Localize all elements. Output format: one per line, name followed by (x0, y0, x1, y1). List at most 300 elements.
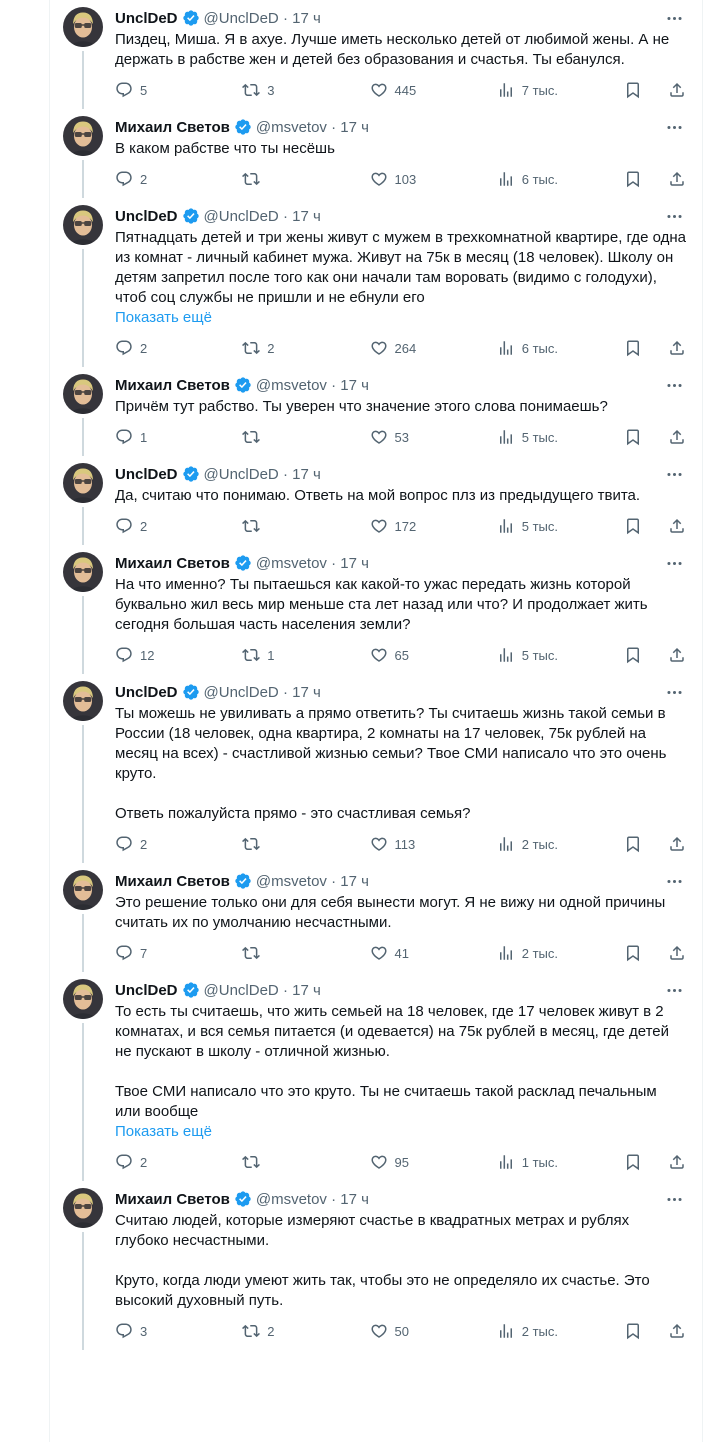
reply-count: 2 (140, 1154, 148, 1170)
reply-button[interactable] (115, 339, 242, 357)
tweet-header (115, 116, 686, 138)
more-button[interactable] (663, 207, 686, 226)
tweet-action-bar (115, 646, 686, 674)
user-handle-and-time[interactable] (256, 1191, 369, 1208)
three-dots-icon (665, 9, 684, 28)
tweet[interactable] (50, 674, 702, 863)
more-button[interactable] (663, 554, 686, 573)
views-button[interactable] (497, 428, 624, 446)
display-name[interactable]: Михаил Светов (115, 376, 230, 394)
reply-count: 2 (140, 171, 148, 187)
heart-icon (370, 81, 388, 99)
bookmark-button[interactable] (624, 339, 642, 357)
show-more-link[interactable]: Показать ещё (115, 309, 212, 326)
more-button[interactable] (663, 683, 686, 702)
like-count: 41 (394, 945, 409, 961)
avatar[interactable] (63, 116, 103, 156)
tweet-text: Пиздец, Миша. Я в ахуе. Лучше иметь несколько детей от любимой жены. А не держать в рабстве жен и детей без образования и счастья. Ты ебанулся. (115, 31, 670, 68)
uncldeed-avatar-image (63, 1188, 103, 1228)
share-button[interactable] (668, 428, 686, 446)
like-count: 445 (394, 82, 417, 98)
dot-separator: · (331, 118, 337, 136)
dot-separator: · (331, 376, 337, 394)
views-button[interactable] (497, 81, 624, 99)
uncldeed-avatar-image (63, 7, 103, 47)
uncldeed-avatar-image (63, 870, 103, 910)
bookmark-icon (624, 428, 642, 446)
reply-count: 3 (140, 1323, 148, 1339)
avatar-rail (63, 552, 103, 674)
avatar-rail (63, 1188, 103, 1350)
retweet-icon (242, 428, 260, 446)
retweet-count: 3 (267, 82, 275, 98)
verified-badge-icon (234, 118, 252, 136)
bookmark-icon (624, 517, 642, 535)
user-handle[interactable]: @msvetov (255, 118, 327, 136)
avatar-rail (63, 7, 103, 109)
like-button[interactable] (370, 517, 497, 535)
tweet-body (115, 979, 686, 1181)
verified-badge-icon (234, 376, 252, 394)
bookmark-button[interactable] (624, 1153, 642, 1171)
like-button[interactable] (370, 944, 497, 962)
three-dots-icon (665, 376, 684, 395)
avatar[interactable] (63, 374, 103, 414)
user-handle[interactable]: @UnclDeD (203, 981, 279, 999)
retweet-button[interactable] (242, 517, 369, 535)
heart-icon (370, 646, 388, 664)
thread-connector-line (82, 507, 84, 545)
avatar-rail (63, 205, 103, 367)
share-button[interactable] (668, 517, 686, 535)
share-button[interactable] (668, 1153, 686, 1171)
heart-icon (370, 1153, 388, 1171)
retweet-icon (242, 646, 260, 664)
dot-separator: · (331, 1190, 337, 1208)
three-dots-icon (665, 118, 684, 137)
like-button[interactable] (370, 1322, 497, 1340)
share-button[interactable] (668, 835, 686, 853)
tweet[interactable] (50, 1181, 702, 1350)
more-button[interactable] (663, 376, 686, 395)
views-count: 5 тыс. (521, 429, 559, 445)
three-dots-icon (665, 207, 684, 226)
bookmark-icon (624, 835, 642, 853)
retweet-button[interactable] (242, 1322, 369, 1340)
share-icon (668, 1153, 686, 1171)
views-button[interactable] (497, 1153, 624, 1171)
tweet-header (115, 552, 686, 574)
bookmark-button[interactable] (624, 646, 642, 664)
tweet-text: Да, считаю что понимаю. Ответь на мой вопрос плз из предыдущего твита. (115, 487, 641, 504)
share-icon (668, 646, 686, 664)
share-icon (668, 339, 686, 357)
views-button[interactable] (497, 835, 624, 853)
bookmark-button[interactable] (624, 835, 642, 853)
views-count: 2 тыс. (521, 836, 559, 852)
timestamp[interactable]: 17 ч (340, 118, 369, 136)
avatar-rail (63, 870, 103, 972)
views-count: 5 тыс. (521, 647, 559, 663)
heart-icon (370, 835, 388, 853)
uncldeed-avatar-image (63, 205, 103, 245)
views-bar-chart-icon (497, 646, 515, 664)
user-handle[interactable]: @UnclDeD (203, 9, 279, 27)
uncldeed-avatar-image (63, 116, 103, 156)
views-bar-chart-icon (497, 1322, 515, 1340)
verified-badge-icon (182, 207, 200, 225)
tweet-text: Считаю людей, которые измеряют счастье в квадратных метрах и рублях глубоко несчастными. Круто, когда люди умеют жить так, чтобы это не определяло их счастье. Это высокий духовный путь. (115, 1212, 650, 1309)
more-button[interactable] (663, 1190, 686, 1209)
like-count: 103 (394, 171, 417, 187)
reply-icon (115, 835, 133, 853)
tweet-header (115, 870, 686, 892)
uncldeed-avatar-image (63, 681, 103, 721)
views-button[interactable] (497, 170, 624, 188)
more-button[interactable] (663, 872, 686, 891)
share-icon (668, 517, 686, 535)
reply-button[interactable] (115, 81, 242, 99)
tweet-header (115, 681, 686, 703)
tweet-header (115, 374, 686, 396)
avatar-rail (63, 979, 103, 1181)
heart-icon (370, 170, 388, 188)
timestamp[interactable]: 17 ч (292, 9, 321, 27)
like-count: 264 (394, 340, 417, 356)
thread-connector-line (82, 1023, 84, 1181)
reply-icon (115, 81, 133, 99)
views-button[interactable] (497, 517, 624, 535)
tweet-text: Это решение только они для себя вынести могут. Я не вижу ни одной причины считать их по умолчанию несчастными. (115, 894, 666, 931)
like-count: 172 (394, 518, 417, 534)
retweet-count: 1 (267, 647, 275, 663)
avatar[interactable] (63, 979, 103, 1019)
user-handle-and-time[interactable] (204, 208, 321, 225)
user-handle-and-time[interactable] (204, 10, 321, 27)
heart-icon (370, 944, 388, 962)
share-button[interactable] (668, 339, 686, 357)
bookmark-icon (624, 81, 642, 99)
reply-icon (115, 1322, 133, 1340)
avatar[interactable] (63, 205, 103, 245)
views-button[interactable] (497, 1322, 624, 1340)
retweet-icon (242, 339, 260, 357)
views-count: 6 тыс. (521, 171, 559, 187)
reply-count: 5 (140, 82, 148, 98)
heart-icon (370, 339, 388, 357)
tweet[interactable] (50, 198, 702, 367)
reply-icon (115, 944, 133, 962)
share-icon (668, 835, 686, 853)
avatar[interactable] (63, 7, 103, 47)
tweet[interactable] (50, 863, 702, 972)
retweet-button[interactable] (242, 81, 369, 99)
retweet-button[interactable] (242, 1153, 369, 1171)
views-button[interactable] (497, 944, 624, 962)
dot-separator: · (282, 207, 288, 225)
retweet-button[interactable] (242, 428, 369, 446)
tweet-body (115, 463, 686, 545)
uncldeed-avatar-image (63, 374, 103, 414)
user-handle[interactable]: @msvetov (255, 1190, 327, 1208)
like-button[interactable] (370, 170, 497, 188)
reply-icon (115, 517, 133, 535)
reply-button[interactable] (115, 517, 242, 535)
three-dots-icon (665, 1190, 684, 1209)
views-button[interactable] (497, 646, 624, 664)
like-button[interactable] (370, 835, 497, 853)
retweet-count: 2 (267, 1323, 275, 1339)
retweet-count: 2 (267, 340, 275, 356)
share-button[interactable] (668, 944, 686, 962)
tweet-action-bar (115, 517, 686, 545)
reply-button[interactable] (115, 428, 242, 446)
like-count: 50 (394, 1323, 409, 1339)
more-button[interactable] (663, 981, 686, 1000)
reply-count: 2 (140, 340, 148, 356)
retweet-button[interactable] (242, 170, 369, 188)
timestamp[interactable]: 17 ч (292, 207, 321, 225)
display-name[interactable]: Михаил Светов (115, 1190, 230, 1208)
retweet-icon (242, 1153, 260, 1171)
views-count: 2 тыс. (521, 945, 559, 961)
avatar[interactable] (63, 463, 103, 503)
display-name[interactable]: UnclDeD (115, 683, 178, 701)
retweet-icon (242, 1322, 260, 1340)
thread-connector-line (82, 1232, 84, 1350)
bookmark-icon (624, 944, 642, 962)
uncldeed-avatar-image (63, 463, 103, 503)
user-handle[interactable]: @UnclDeD (203, 683, 279, 701)
avatar[interactable] (63, 870, 103, 910)
verified-badge-icon (234, 1190, 252, 1208)
timestamp[interactable]: 17 ч (292, 981, 321, 999)
bookmark-icon (624, 339, 642, 357)
user-handle-and-time[interactable] (204, 466, 321, 483)
thread-connector-line (82, 418, 84, 456)
bookmark-button[interactable] (624, 944, 642, 962)
user-handle-and-time[interactable] (204, 982, 321, 999)
dot-separator: · (282, 981, 288, 999)
views-count: 2 тыс. (521, 1323, 559, 1339)
tweet-body (115, 552, 686, 674)
tweet-action-bar (115, 339, 686, 367)
reply-button[interactable] (115, 835, 242, 853)
tweet-action-bar (115, 170, 686, 198)
thread-connector-line (82, 725, 84, 863)
reply-count: 2 (140, 836, 148, 852)
timestamp[interactable]: 17 ч (340, 1190, 369, 1208)
reply-button[interactable] (115, 646, 242, 664)
like-button[interactable] (370, 646, 497, 664)
thread-connector-line (82, 596, 84, 674)
retweet-icon (242, 170, 260, 188)
views-bar-chart-icon (497, 428, 515, 446)
bookmark-icon (624, 646, 642, 664)
views-bar-chart-icon (497, 1153, 515, 1171)
bookmark-button[interactable] (624, 81, 642, 99)
avatar[interactable] (63, 681, 103, 721)
tweet[interactable] (50, 367, 702, 456)
timestamp[interactable]: 17 ч (340, 554, 369, 572)
more-button[interactable] (663, 118, 686, 137)
user-handle[interactable]: @msvetov (255, 376, 327, 394)
share-icon (668, 170, 686, 188)
retweet-button[interactable] (242, 339, 369, 357)
retweet-button[interactable] (242, 944, 369, 962)
reply-button[interactable] (115, 1153, 242, 1171)
avatar-rail (63, 681, 103, 863)
reply-icon (115, 339, 133, 357)
bookmark-icon (624, 1153, 642, 1171)
avatar-rail (63, 374, 103, 456)
tweet-text: Причём тут рабство. Ты уверен что значение этого слова понимаешь? (115, 398, 608, 415)
user-handle-and-time[interactable] (204, 684, 321, 701)
dot-separator: · (282, 465, 288, 483)
reply-count: 2 (140, 518, 148, 534)
reply-button[interactable] (115, 1322, 242, 1340)
user-handle[interactable]: @msvetov (255, 554, 327, 572)
retweet-icon (242, 835, 260, 853)
user-handle[interactable]: @UnclDeD (203, 207, 279, 225)
timestamp[interactable]: 17 ч (292, 683, 321, 701)
bookmark-icon (624, 170, 642, 188)
display-name[interactable]: UnclDeD (115, 981, 178, 999)
reply-icon (115, 428, 133, 446)
retweet-icon (242, 944, 260, 962)
share-button[interactable] (668, 1322, 686, 1340)
reply-count: 7 (140, 945, 148, 961)
verified-badge-icon (182, 9, 200, 27)
tweet-action-bar (115, 1322, 686, 1350)
like-count: 53 (394, 429, 409, 445)
like-count: 65 (394, 647, 409, 663)
heart-icon (370, 517, 388, 535)
retweet-icon (242, 517, 260, 535)
timestamp[interactable]: 17 ч (340, 872, 369, 890)
avatar[interactable] (63, 1188, 103, 1228)
dot-separator: · (282, 683, 288, 701)
three-dots-icon (665, 872, 684, 891)
thread-connector-line (82, 51, 84, 109)
share-button[interactable] (668, 646, 686, 664)
timestamp[interactable]: 17 ч (292, 465, 321, 483)
bookmark-button[interactable] (624, 428, 642, 446)
verified-badge-icon (182, 465, 200, 483)
bookmark-button[interactable] (624, 170, 642, 188)
views-count: 6 тыс. (521, 340, 559, 356)
tweet-body (115, 205, 686, 367)
thread-connector-line (82, 249, 84, 367)
tweet-body (115, 374, 686, 456)
thread-feed (49, 0, 703, 1442)
tweet[interactable] (50, 972, 702, 1181)
share-icon (668, 428, 686, 446)
timestamp[interactable]: 17 ч (340, 376, 369, 394)
bookmark-button[interactable] (624, 517, 642, 535)
share-icon (668, 944, 686, 962)
share-button[interactable] (668, 170, 686, 188)
views-button[interactable] (497, 339, 624, 357)
views-count: 5 тыс. (521, 518, 559, 534)
reply-button[interactable] (115, 170, 242, 188)
reply-count: 12 (140, 647, 155, 663)
display-name[interactable]: Михаил Светов (115, 554, 230, 572)
user-handle-and-time[interactable] (256, 377, 369, 394)
reply-icon (115, 646, 133, 664)
heart-icon (370, 428, 388, 446)
display-name[interactable]: Михаил Светов (115, 872, 230, 890)
like-count: 113 (394, 836, 416, 852)
like-button[interactable] (370, 1153, 497, 1171)
views-bar-chart-icon (497, 517, 515, 535)
tweet[interactable] (50, 109, 702, 198)
dot-separator: · (331, 554, 337, 572)
views-bar-chart-icon (497, 835, 515, 853)
bookmark-button[interactable] (624, 1322, 642, 1340)
reply-icon (115, 1153, 133, 1171)
like-button[interactable] (370, 428, 497, 446)
reply-button[interactable] (115, 944, 242, 962)
tweet[interactable] (50, 456, 702, 545)
uncldeed-avatar-image (63, 552, 103, 592)
tweet-body (115, 681, 686, 863)
three-dots-icon (665, 465, 684, 484)
user-handle-and-time[interactable] (256, 873, 369, 890)
tweet[interactable] (50, 0, 702, 109)
retweet-button[interactable] (242, 835, 369, 853)
avatar-rail (63, 463, 103, 545)
more-button[interactable] (663, 9, 686, 28)
reply-count: 1 (140, 429, 148, 445)
verified-badge-icon (234, 554, 252, 572)
tweet-header (115, 979, 686, 1001)
tweet-action-bar (115, 944, 686, 972)
display-name[interactable]: UnclDeD (115, 9, 178, 27)
retweet-button[interactable] (242, 646, 369, 664)
display-name[interactable]: UnclDeD (115, 465, 178, 483)
share-icon (668, 81, 686, 99)
user-handle[interactable]: @UnclDeD (203, 465, 279, 483)
tweet[interactable] (50, 545, 702, 674)
user-handle[interactable]: @msvetov (255, 872, 327, 890)
tweet-header (115, 205, 686, 227)
tweet-text: В каком рабстве что ты несёшь (115, 140, 335, 157)
tweet-body (115, 1188, 686, 1350)
views-bar-chart-icon (497, 944, 515, 962)
avatar[interactable] (63, 552, 103, 592)
tweet-header (115, 1188, 686, 1210)
thread-connector-line (82, 914, 84, 972)
like-button[interactable] (370, 81, 497, 99)
display-name[interactable]: Михаил Светов (115, 118, 230, 136)
more-button[interactable] (663, 465, 686, 484)
tweet-body (115, 870, 686, 972)
like-button[interactable] (370, 339, 497, 357)
user-handle-and-time[interactable] (256, 119, 369, 136)
user-handle-and-time[interactable] (256, 555, 369, 572)
avatar-rail (63, 116, 103, 198)
share-button[interactable] (668, 81, 686, 99)
tweet-text: Пятнадцать детей и три жены живут с мужем в трехкомнатной квартире, где одна из комнат - личный кабинет мужа. Живут на 75к в месяц (18 человек). Школу он детям запретил после того как они начали там воровать (видимо с голодухи), чтоб соц службы не пришли и не ебнули его (115, 229, 686, 306)
show-more-link[interactable]: Показать ещё (115, 1123, 212, 1140)
three-dots-icon (665, 683, 684, 702)
display-name[interactable]: UnclDeD (115, 207, 178, 225)
uncldeed-avatar-image (63, 979, 103, 1019)
dot-separator: · (282, 9, 288, 27)
tweet-action-bar (115, 81, 686, 109)
retweet-icon (242, 81, 260, 99)
